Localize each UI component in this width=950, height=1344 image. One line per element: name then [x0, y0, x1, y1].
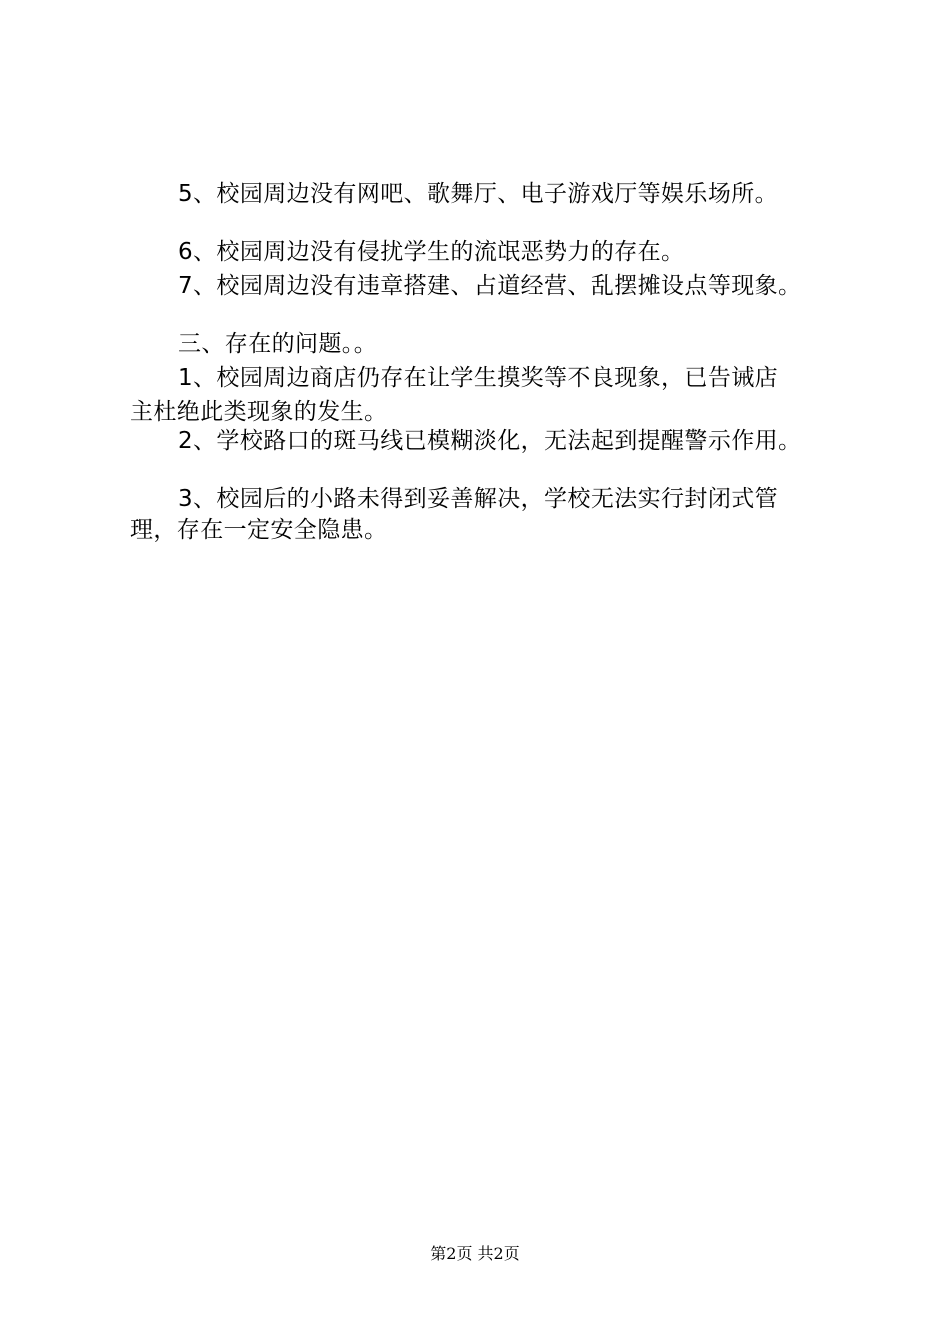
page-footer: 第2页 共2页: [430, 1244, 520, 1263]
problem-1-line-2: 主杜绝此类现象的发生。: [130, 399, 388, 425]
problem-3-line-2: 理，存在一定安全隐患。: [130, 517, 388, 543]
problem-2: 2、学校路口的斑马线已模糊淡化，无法起到提醒警示作用。: [178, 428, 802, 454]
list-item-6: 6、校园周边没有侵扰学生的流氓恶势力的存在。: [178, 239, 685, 265]
problem-1-line-1: 1、校园周边商店仍存在让学生摸奖等不良现象，已告诫店: [178, 365, 779, 391]
problem-3-line-1: 3、校园后的小路未得到妥善解决，学校无法实行封闭式管: [178, 486, 779, 512]
section-heading: 三、存在的问题。。: [178, 331, 378, 357]
list-item-5: 5、校园周边没有网吧、歌舞厅、电子游戏厅等娱乐场所。: [178, 181, 779, 207]
list-item-7: 7、校园周边没有违章搭建、占道经营、乱摆摊设点等现象。: [178, 273, 802, 299]
